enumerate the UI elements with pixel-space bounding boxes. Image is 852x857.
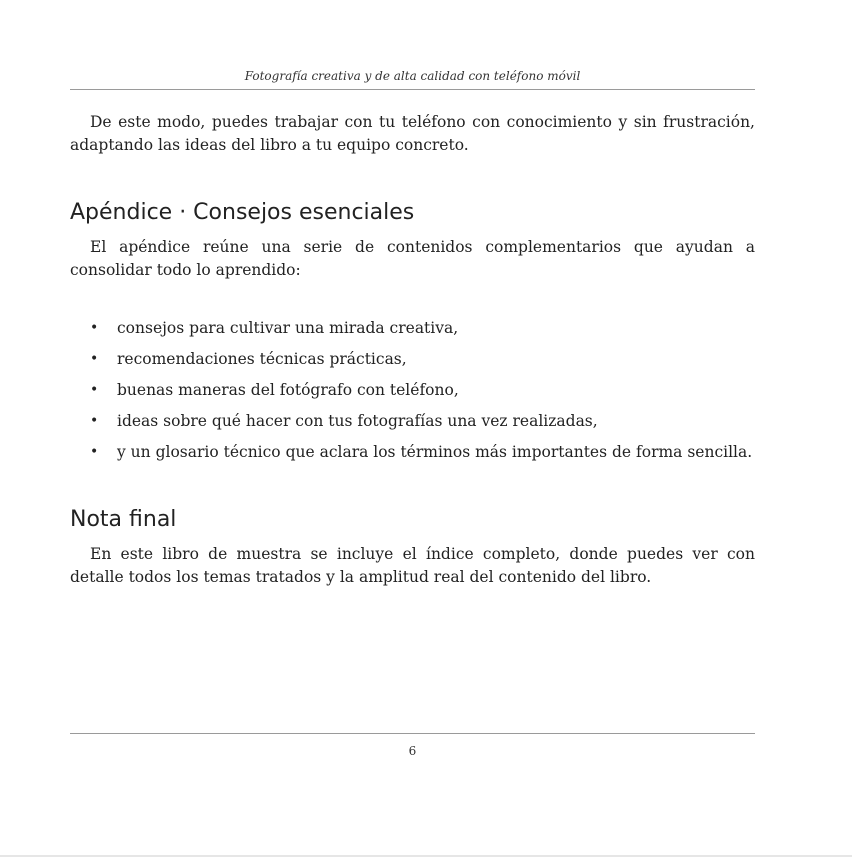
list-item: [70, 379, 755, 402]
appendix-paragraph: El apéndice reúne una serie de contenidos complementarios que ayudan a consolidar todo lo aprendido:: [70, 238, 755, 279]
page-body: [70, 111, 755, 589]
page-number: 6: [408, 744, 417, 758]
list-item-text: ideas sobre qué hacer con tus fotografías una vez realizadas,: [117, 412, 598, 430]
intro-paragraph: De este modo, puedes trabajar con tu teléfono con conocimiento y sin frustración, adaptando las ideas del libro a tu equipo concreto.: [70, 113, 755, 154]
final-note-paragraph: En este libro de muestra se incluye el índice completo, donde puedes ver con detalle todos los temas tratados y la amplitud real del contenido del libro.: [70, 545, 755, 586]
list-item-text: y un glosario técnico que aclara los términos más importantes de forma sencilla.: [117, 443, 753, 461]
bullet-icon: •: [90, 351, 99, 367]
list-item: [70, 441, 755, 464]
list-item: [70, 410, 755, 433]
list-item-text: buenas maneras del fotógrafo con teléfono,: [117, 381, 459, 399]
footer-divider: [70, 733, 755, 734]
bullet-icon: •: [90, 444, 99, 460]
list-item: [70, 348, 755, 371]
bullet-icon: •: [90, 320, 99, 336]
list-item: [70, 317, 755, 340]
bullet-icon: •: [90, 382, 99, 398]
list-item-text: recomendaciones técnicas prácticas,: [117, 350, 407, 368]
header-divider: [70, 89, 755, 90]
final-note-heading: Nota final: [70, 507, 177, 532]
bullet-icon: •: [90, 413, 99, 429]
appendix-bullet-list: [70, 317, 755, 464]
running-header: Fotografía creativa y de alta calidad con teléfono móvil: [244, 69, 581, 83]
list-item-text: consejos para cultivar una mirada creativa,: [117, 319, 459, 337]
appendix-heading: Apéndice · Consejos esenciales: [70, 200, 415, 225]
